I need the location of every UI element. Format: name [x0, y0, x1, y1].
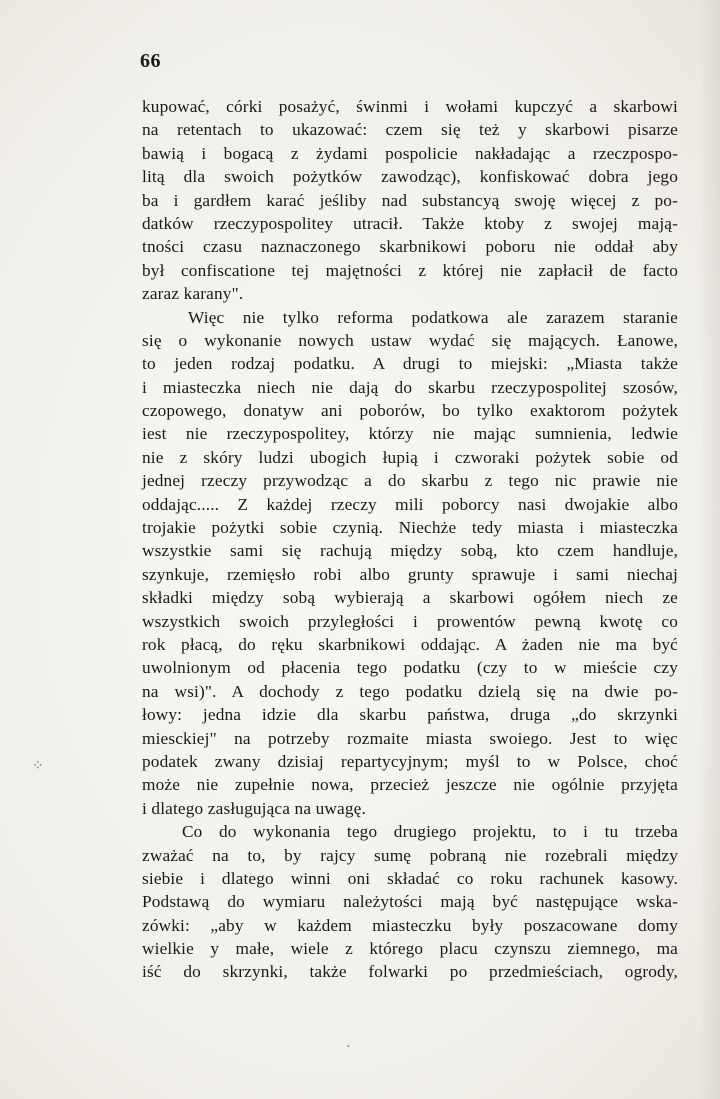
page-edge-shadow: [698, 0, 720, 1099]
text-line: litą dla swoich pożytków zawodząc), konfiskować dobra jego: [142, 167, 678, 187]
text-line: składki między sobą wybierają a skarbowi ogółem niech ze: [142, 588, 678, 608]
body-text: [142, 95, 678, 984]
text-line: jednej rzeczy przywodząc a do skarbu z tego nic prawie nie: [142, 471, 678, 491]
margin-mark: ⁘: [32, 759, 44, 774]
text-line: może nie zupełnie nowa, przecież jeszcze nie ogólnie przyjęta: [142, 775, 678, 795]
text-line: kupować, córki posażyć, świnmi i wołami kupczyć a skarbowi: [142, 97, 678, 116]
text-line: na wsi)". A dochody z tego podatku dzielą się na dwie po-: [142, 681, 678, 701]
text-line: datków rzeczypospolitey utracił. Także ktoby z swojej mają-: [142, 213, 678, 233]
text-line: miesckiej" na potrzeby rozmaite miasta swoiego. Jest to więc: [142, 728, 678, 748]
text-line: na retentach to ukazować: czem się też y skarbowi pisarze: [142, 120, 678, 140]
text-line: trojakie pożytki sobie czynią. Niechże tedy miasta i miasteczka: [142, 518, 678, 538]
text-line: wszystkie sami się rachują między sobą, kto czem handluje,: [142, 541, 678, 561]
text-line: zówki: „aby w każdem miasteczku były poszacowane domy: [142, 915, 678, 935]
text-line: podatek zwany dzisiaj repartycyjnym; myśl to w Polsce, choć: [142, 751, 678, 771]
bottom-dot: ·: [346, 1040, 351, 1055]
text-line: siebie i dlatego winni oni składać co roku rachunek kasowy.: [142, 868, 678, 888]
text-line: nie z skóry ludzi ubogich łupią i czworaki pożytek sobie od: [142, 447, 678, 467]
text-line: i miasteczka niech nie dają do skarbu rzeczypospolitej szosów,: [142, 377, 678, 397]
text-line: bawią i bogacą z żydami pospolicie nakładając a rzeczpospo-: [142, 143, 678, 163]
text-line: ba i gardłem karać jeśliby nad substancyą swoję więcej z po-: [142, 190, 678, 210]
text-line: Podstawą do wymiaru należytości mają być następujące wska-: [142, 892, 678, 912]
text-line: tności czasu naznaczonego skarbnikowi poboru nie oddał aby: [142, 237, 678, 257]
text-line: był confiscatione tej majętności z której nie zapłacił de facto: [142, 260, 678, 280]
text-line: zważać na to, by rajcy sumę pobraną nie rozebrali między: [142, 845, 678, 865]
text-line: rok płacą, do ręku skarbnikowi oddając. A żaden nie ma być: [142, 634, 678, 654]
text-line: wielkie y małe, wiele z którego placu czynszu ziemnego, ma: [142, 939, 678, 959]
text-line: zaraz karany".: [142, 284, 244, 304]
text-line: iść do skrzynki, także folwarki po przedmieściach, ogrody,: [142, 962, 678, 982]
text-line: to jeden rodzaj podatku. A drugi to miejski: „Miasta także: [142, 354, 678, 374]
text-line: uwolnionym od płacenia tego podatku (czy to w mieście czy: [142, 658, 678, 678]
text-line: szynkuje, rzemięsło robi albo grunty sprawuje i sami niechaj: [142, 564, 678, 584]
text-line: Co do wykonania tego drugiego projektu, to i tu trzeba: [182, 822, 678, 842]
text-line: oddając..... Z każdej rzeczy mili poborcy nasi dwojakie albo: [142, 494, 678, 514]
text-line: wszystkich swoich przyległości i prowentów pewną kwotę co: [142, 611, 678, 631]
text-line: i dlatego zasługująca na uwagę.: [142, 798, 366, 818]
text-line: się o wykonanie nowych ustaw wydać się mających. Łanowe,: [142, 330, 678, 350]
text-line: Więc nie tylko reforma podatkowa ale zarazem staranie: [188, 307, 678, 327]
text-line: czopowego, donatyw ani poborów, bo tylko exaktorom pożytek: [142, 401, 678, 421]
text-line: iest nie rzeczypospolitey, którzy nie mając sumnienia, ledwie: [142, 424, 678, 444]
text-line: łowy: jedna idzie dla skarbu państwa, druga „do skrzynki: [142, 705, 678, 725]
page-number: 66: [140, 50, 161, 72]
